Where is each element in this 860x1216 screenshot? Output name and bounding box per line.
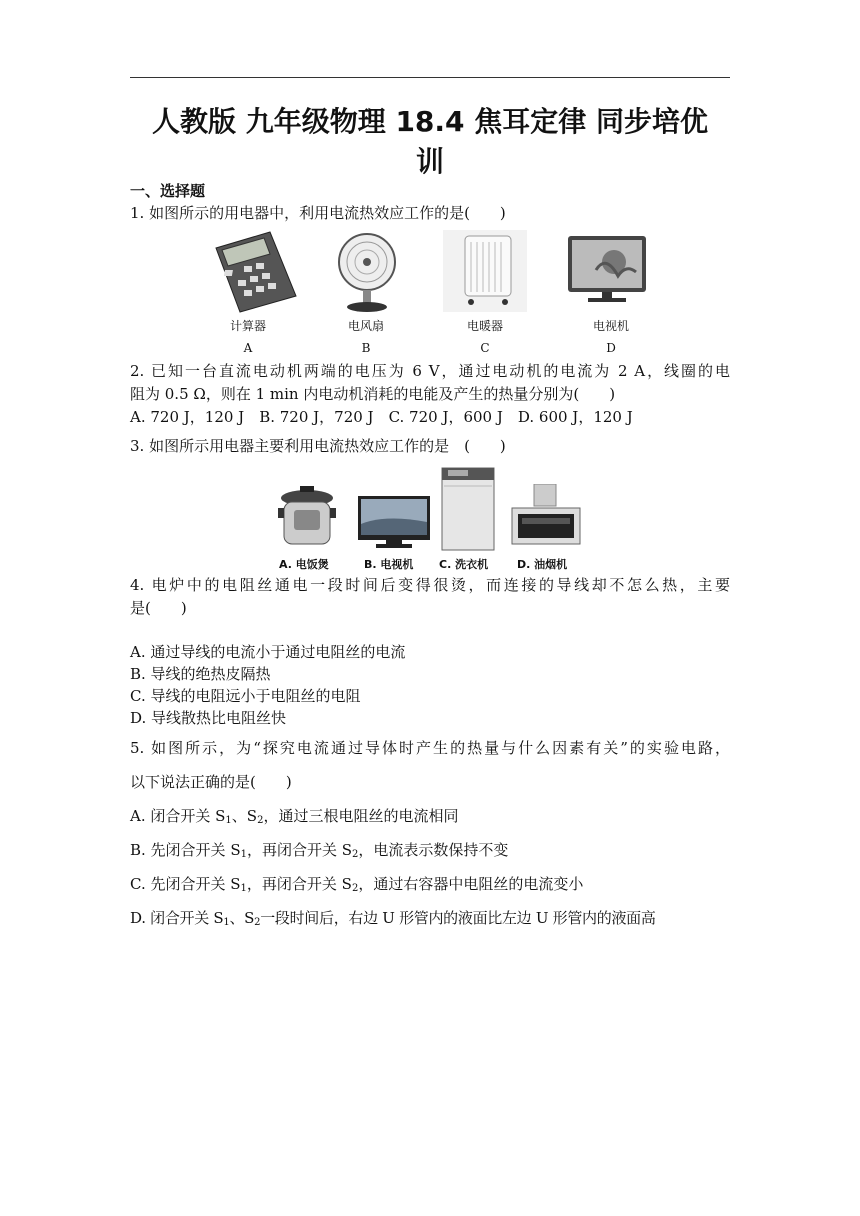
q5-option-a: A. 闭合开关 $S_1$、$S_2$，通过三根电阻丝的电流相同 bbox=[130, 807, 459, 826]
rice-cooker-icon bbox=[276, 486, 338, 552]
q2-stem-line2: 阻为 0.5 Ω，则在 1 min 内电动机消耗的电能及产生的热量分别为( ) bbox=[130, 385, 616, 403]
q1-item-name: 计算器 bbox=[229, 319, 266, 333]
page-title: 人教版 九年级物理 18.4 焦耳定律 同步培优 训 bbox=[151, 105, 709, 178]
tv-icon bbox=[566, 234, 648, 306]
heater-icon bbox=[443, 230, 527, 312]
header-rule bbox=[130, 77, 730, 78]
q1-item-name: 电视机 bbox=[592, 319, 629, 333]
q1-item-letter: D bbox=[606, 341, 616, 355]
calculator-icon bbox=[208, 230, 298, 314]
q1-item-letter: A bbox=[243, 341, 253, 355]
q3-item-label: C. 洗衣机 bbox=[439, 558, 489, 571]
q3-stem: 3. 如图所示用电器主要利用电流热效应工作的是 ( ) bbox=[130, 437, 506, 455]
q1-item-name: 电暖器 bbox=[466, 319, 503, 333]
q1-item-name: 电风扇 bbox=[347, 319, 384, 333]
q4-option: C. 导线的电阻远小于电阻丝的电阻 bbox=[130, 687, 361, 705]
q4-option: A. 通过导线的电流小于通过电阻丝的电流 bbox=[130, 643, 406, 661]
q5-option-c: C. 先闭合开关 $S_1$，再闭合开关 $S_2$，通过右容器中电阻丝的电流变小 bbox=[130, 875, 584, 894]
q1-item-letter: C bbox=[480, 341, 490, 355]
q5-stem-line1: 5. 如图所示，为“探究电流通过导体时产生的热量与什么因素有关”的实验电路， bbox=[130, 739, 730, 757]
q2-stem-line1: 2. 已知一台直流电动机两端的电压为 6 V，通过电动机的电流为 2 A，线圈的电 bbox=[130, 362, 730, 380]
q5-stem-line2: 以下说法正确的是( ) bbox=[130, 773, 292, 791]
section-heading: 一、选择题 bbox=[130, 182, 206, 200]
q4-option: B. 导线的绝热皮隔热 bbox=[130, 665, 271, 683]
tv-icon bbox=[356, 494, 432, 550]
washing-machine-icon bbox=[440, 466, 496, 552]
q5-option-b: B. 先闭合开关 $S_1$，再闭合开关 $S_2$，电流表示数保持不变 bbox=[130, 841, 509, 860]
range-hood-icon bbox=[510, 484, 582, 552]
q4-stem-line2: 是( ) bbox=[130, 599, 187, 617]
q1-item-letter: B bbox=[361, 341, 371, 355]
q1-stem: 1. 如图所示的用电器中，利用电流热效应工作的是( ) bbox=[130, 204, 506, 222]
fan-icon bbox=[332, 230, 402, 314]
q3-item-label: D. 油烟机 bbox=[517, 558, 568, 571]
q4-option: D. 导线散热比电阻丝快 bbox=[130, 709, 287, 727]
q3-item-label: A. 电饭煲 bbox=[279, 558, 329, 571]
q4-stem-line1: 4. 电炉中的电阻丝通电一段时间后变得很烫，而连接的导线却不怎么热，主要 bbox=[130, 576, 730, 594]
q2-options: A. 720 J，120 J B. 720 J，720 J C. 720 J，600 J D. 600 J，120 J bbox=[130, 408, 633, 426]
q5-option-d: D. 闭合开关 $S_1$、$S_2$一段时间后，右边 U 形管内的液面比左边 U 形管内的液面高 bbox=[130, 909, 656, 928]
q3-item-label: B. 电视机 bbox=[364, 558, 414, 571]
